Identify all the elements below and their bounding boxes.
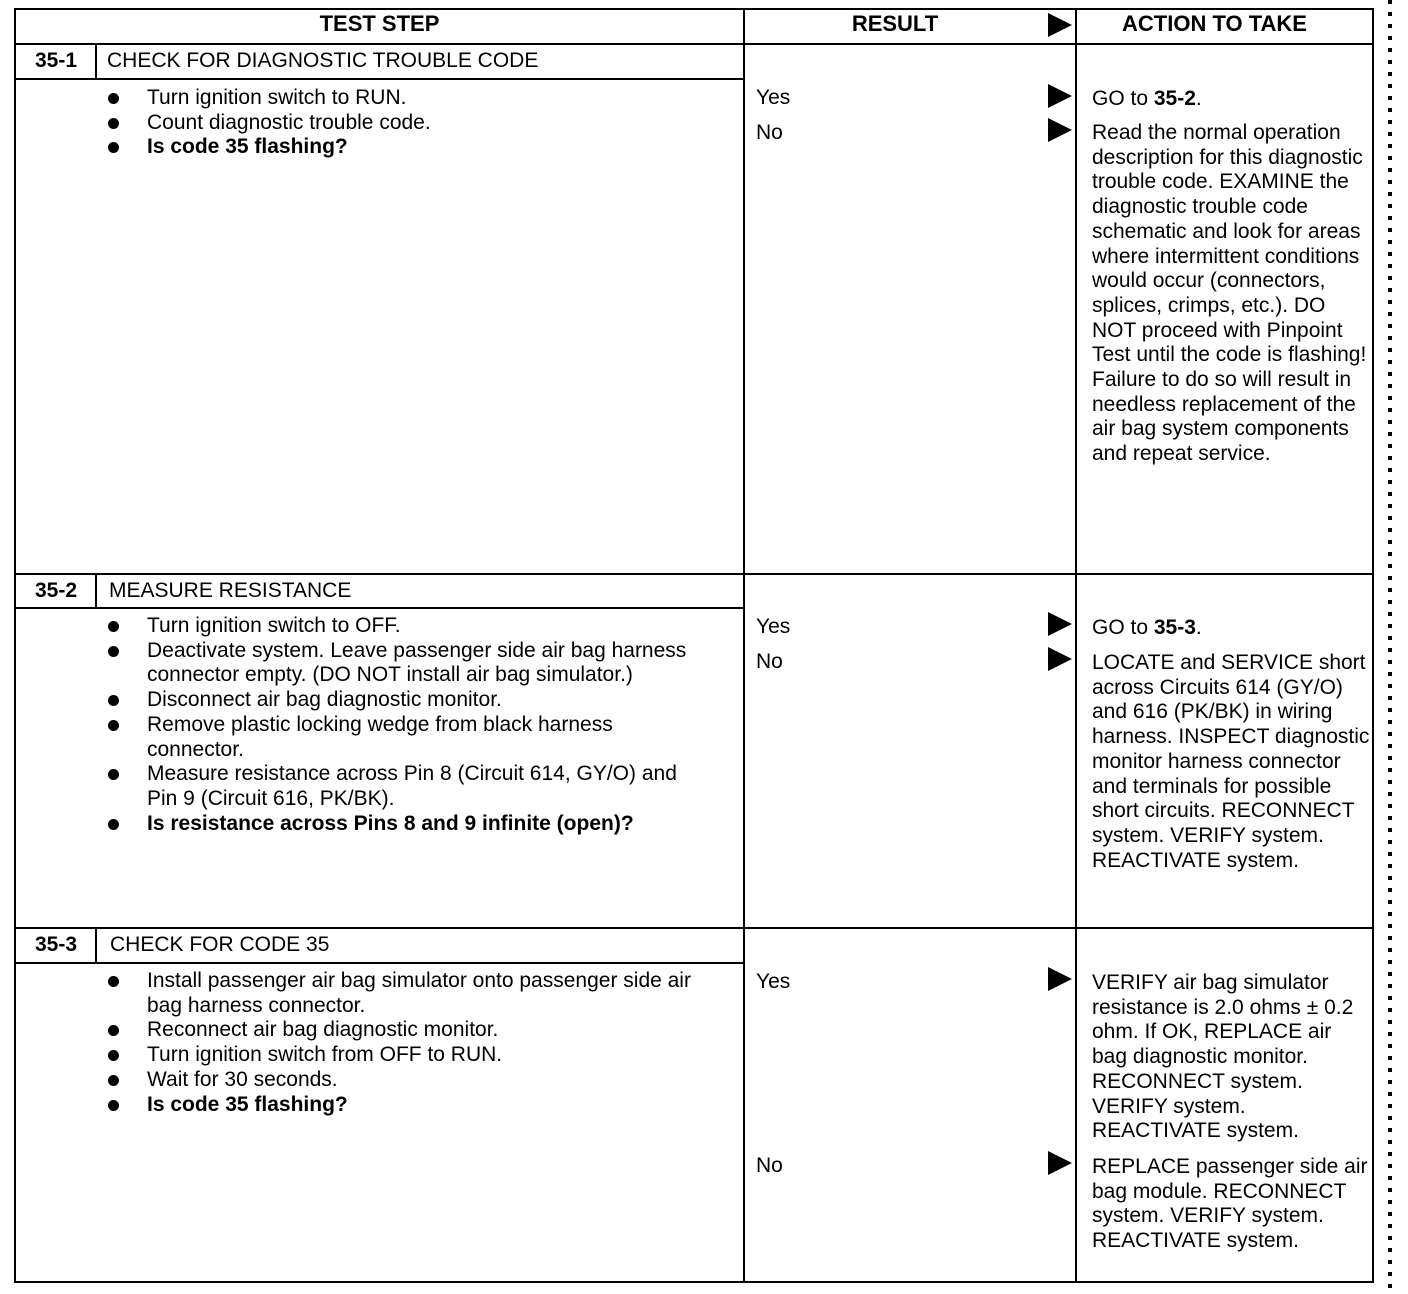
result-yes: Yes bbox=[756, 970, 791, 993]
step-title-underline-35-3 bbox=[14, 962, 745, 964]
bullet-icon bbox=[108, 769, 119, 780]
bullet-icon bbox=[108, 1075, 119, 1086]
step-title-underline-35-2 bbox=[14, 607, 745, 609]
list-item: Is resistance across Pins 8 and 9 infinite (open)? bbox=[107, 812, 707, 837]
action-text: LOCATE and SERVICE short across Circuits 614 (GY/O) and 616 (PK/BK) in wiring harness. INSPECT diagnostic monitor harness connector and terminals for possible short circuits. RECONNECT system. VERIFY system. REACTIVATE system. bbox=[1092, 651, 1370, 872]
page-edge-marks bbox=[1388, 0, 1392, 1294]
header-arrow-icon bbox=[1048, 13, 1072, 37]
action-text: GO to 35-3. bbox=[1092, 616, 1202, 639]
section-divider-35-2 bbox=[14, 573, 1374, 575]
step-title: CHECK FOR CODE 35 bbox=[110, 933, 330, 956]
list-item: Disconnect air bag diagnostic monitor. bbox=[107, 688, 707, 713]
list-item: Turn ignition switch to RUN. bbox=[107, 86, 727, 111]
result-column-divider bbox=[743, 8, 745, 1283]
bullet-icon bbox=[108, 695, 119, 706]
step-title: CHECK FOR DIAGNOSTIC TROUBLE CODE bbox=[107, 49, 539, 72]
table-bottom-border bbox=[14, 1281, 1374, 1283]
list-item: Deactivate system. Leave passenger side air bag harness connector empty. (DO NOT install air bag simulator.) bbox=[107, 639, 707, 688]
section-divider-35-3 bbox=[14, 927, 1374, 929]
list-item: Install passenger air bag simulator onto passenger side air bag harness connector. bbox=[107, 969, 707, 1018]
bullet-icon bbox=[108, 646, 119, 657]
bullet-icon bbox=[108, 1050, 119, 1061]
result-arrow-icon bbox=[1048, 612, 1072, 636]
bullet-icon bbox=[108, 621, 119, 632]
header-test-step: TEST STEP bbox=[319, 11, 440, 36]
step-number: 35-3 bbox=[34, 933, 78, 956]
result-arrow-icon bbox=[1048, 118, 1072, 142]
header-action: ACTION TO TAKE bbox=[1122, 11, 1307, 36]
action-column-divider bbox=[1075, 8, 1077, 1283]
action-text: VERIFY air bag simulator resistance is 2.0 ohms ± 0.2 ohm. If OK, REPLACE air bag diagnostic monitor. RECONNECT system. VERIFY system. REACTIVATE system. bbox=[1092, 971, 1354, 1143]
result-arrow-icon bbox=[1048, 84, 1072, 108]
step-title-underline-35-1 bbox=[14, 78, 745, 80]
list-item: Measure resistance across Pin 8 (Circuit 614, GY/O) and Pin 9 (Circuit 616, PK/BK). bbox=[107, 762, 707, 811]
header-bottom-border bbox=[14, 43, 1374, 45]
bullet-icon bbox=[108, 118, 119, 129]
step-instructions bbox=[107, 969, 707, 1117]
result-arrow-icon bbox=[1048, 647, 1072, 671]
bullet-icon bbox=[108, 1025, 119, 1036]
step-title: MEASURE RESISTANCE bbox=[109, 579, 352, 602]
list-item: Wait for 30 seconds. bbox=[107, 1068, 707, 1093]
action-text: GO to 35-2. bbox=[1092, 87, 1202, 110]
step-number: 35-1 bbox=[34, 49, 78, 72]
list-item: Reconnect air bag diagnostic monitor. bbox=[107, 1018, 707, 1043]
result-no: No bbox=[756, 650, 783, 673]
result-arrow-icon bbox=[1048, 1151, 1072, 1175]
result-yes: Yes bbox=[756, 86, 791, 109]
result-arrow-icon bbox=[1048, 967, 1072, 991]
action-text: REPLACE passenger side air bag module. RECONNECT system. VERIFY system. REACTIVATE system. bbox=[1092, 1155, 1368, 1253]
bullet-icon bbox=[108, 93, 119, 104]
result-yes: Yes bbox=[756, 615, 791, 638]
list-item: Is code 35 flashing? bbox=[107, 1093, 707, 1118]
action-text: Read the normal operation description for this diagnostic trouble code. EXAMINE the diagnostic trouble code schematic and look for areas where intermittent conditions would occur (connectors, splices, crimps, etc.). DO NOT proceed with Pinpoint Test until the code is flashing! Failure to do so will result in needless replacement of the air bag system components and repeat service. bbox=[1092, 121, 1367, 466]
result-no: No bbox=[756, 121, 783, 144]
bullet-icon bbox=[108, 142, 119, 153]
list-item: Count diagnostic trouble code. bbox=[107, 111, 727, 136]
header-result: RESULT bbox=[851, 11, 939, 36]
list-item: Is code 35 flashing? bbox=[107, 135, 727, 160]
bullet-icon bbox=[108, 819, 119, 830]
table-right-border bbox=[1372, 8, 1374, 1283]
bullet-icon bbox=[108, 1100, 119, 1111]
step-instructions bbox=[107, 86, 727, 160]
list-item: Turn ignition switch to OFF. bbox=[107, 614, 707, 639]
bullet-icon bbox=[108, 976, 119, 987]
table-left-border bbox=[14, 8, 16, 1283]
result-no: No bbox=[756, 1154, 783, 1177]
list-item: Turn ignition switch from OFF to RUN. bbox=[107, 1043, 707, 1068]
list-item: Remove plastic locking wedge from black harness connector. bbox=[107, 713, 707, 762]
bullet-icon bbox=[108, 720, 119, 731]
step-instructions bbox=[107, 614, 707, 836]
step-number: 35-2 bbox=[34, 579, 78, 602]
